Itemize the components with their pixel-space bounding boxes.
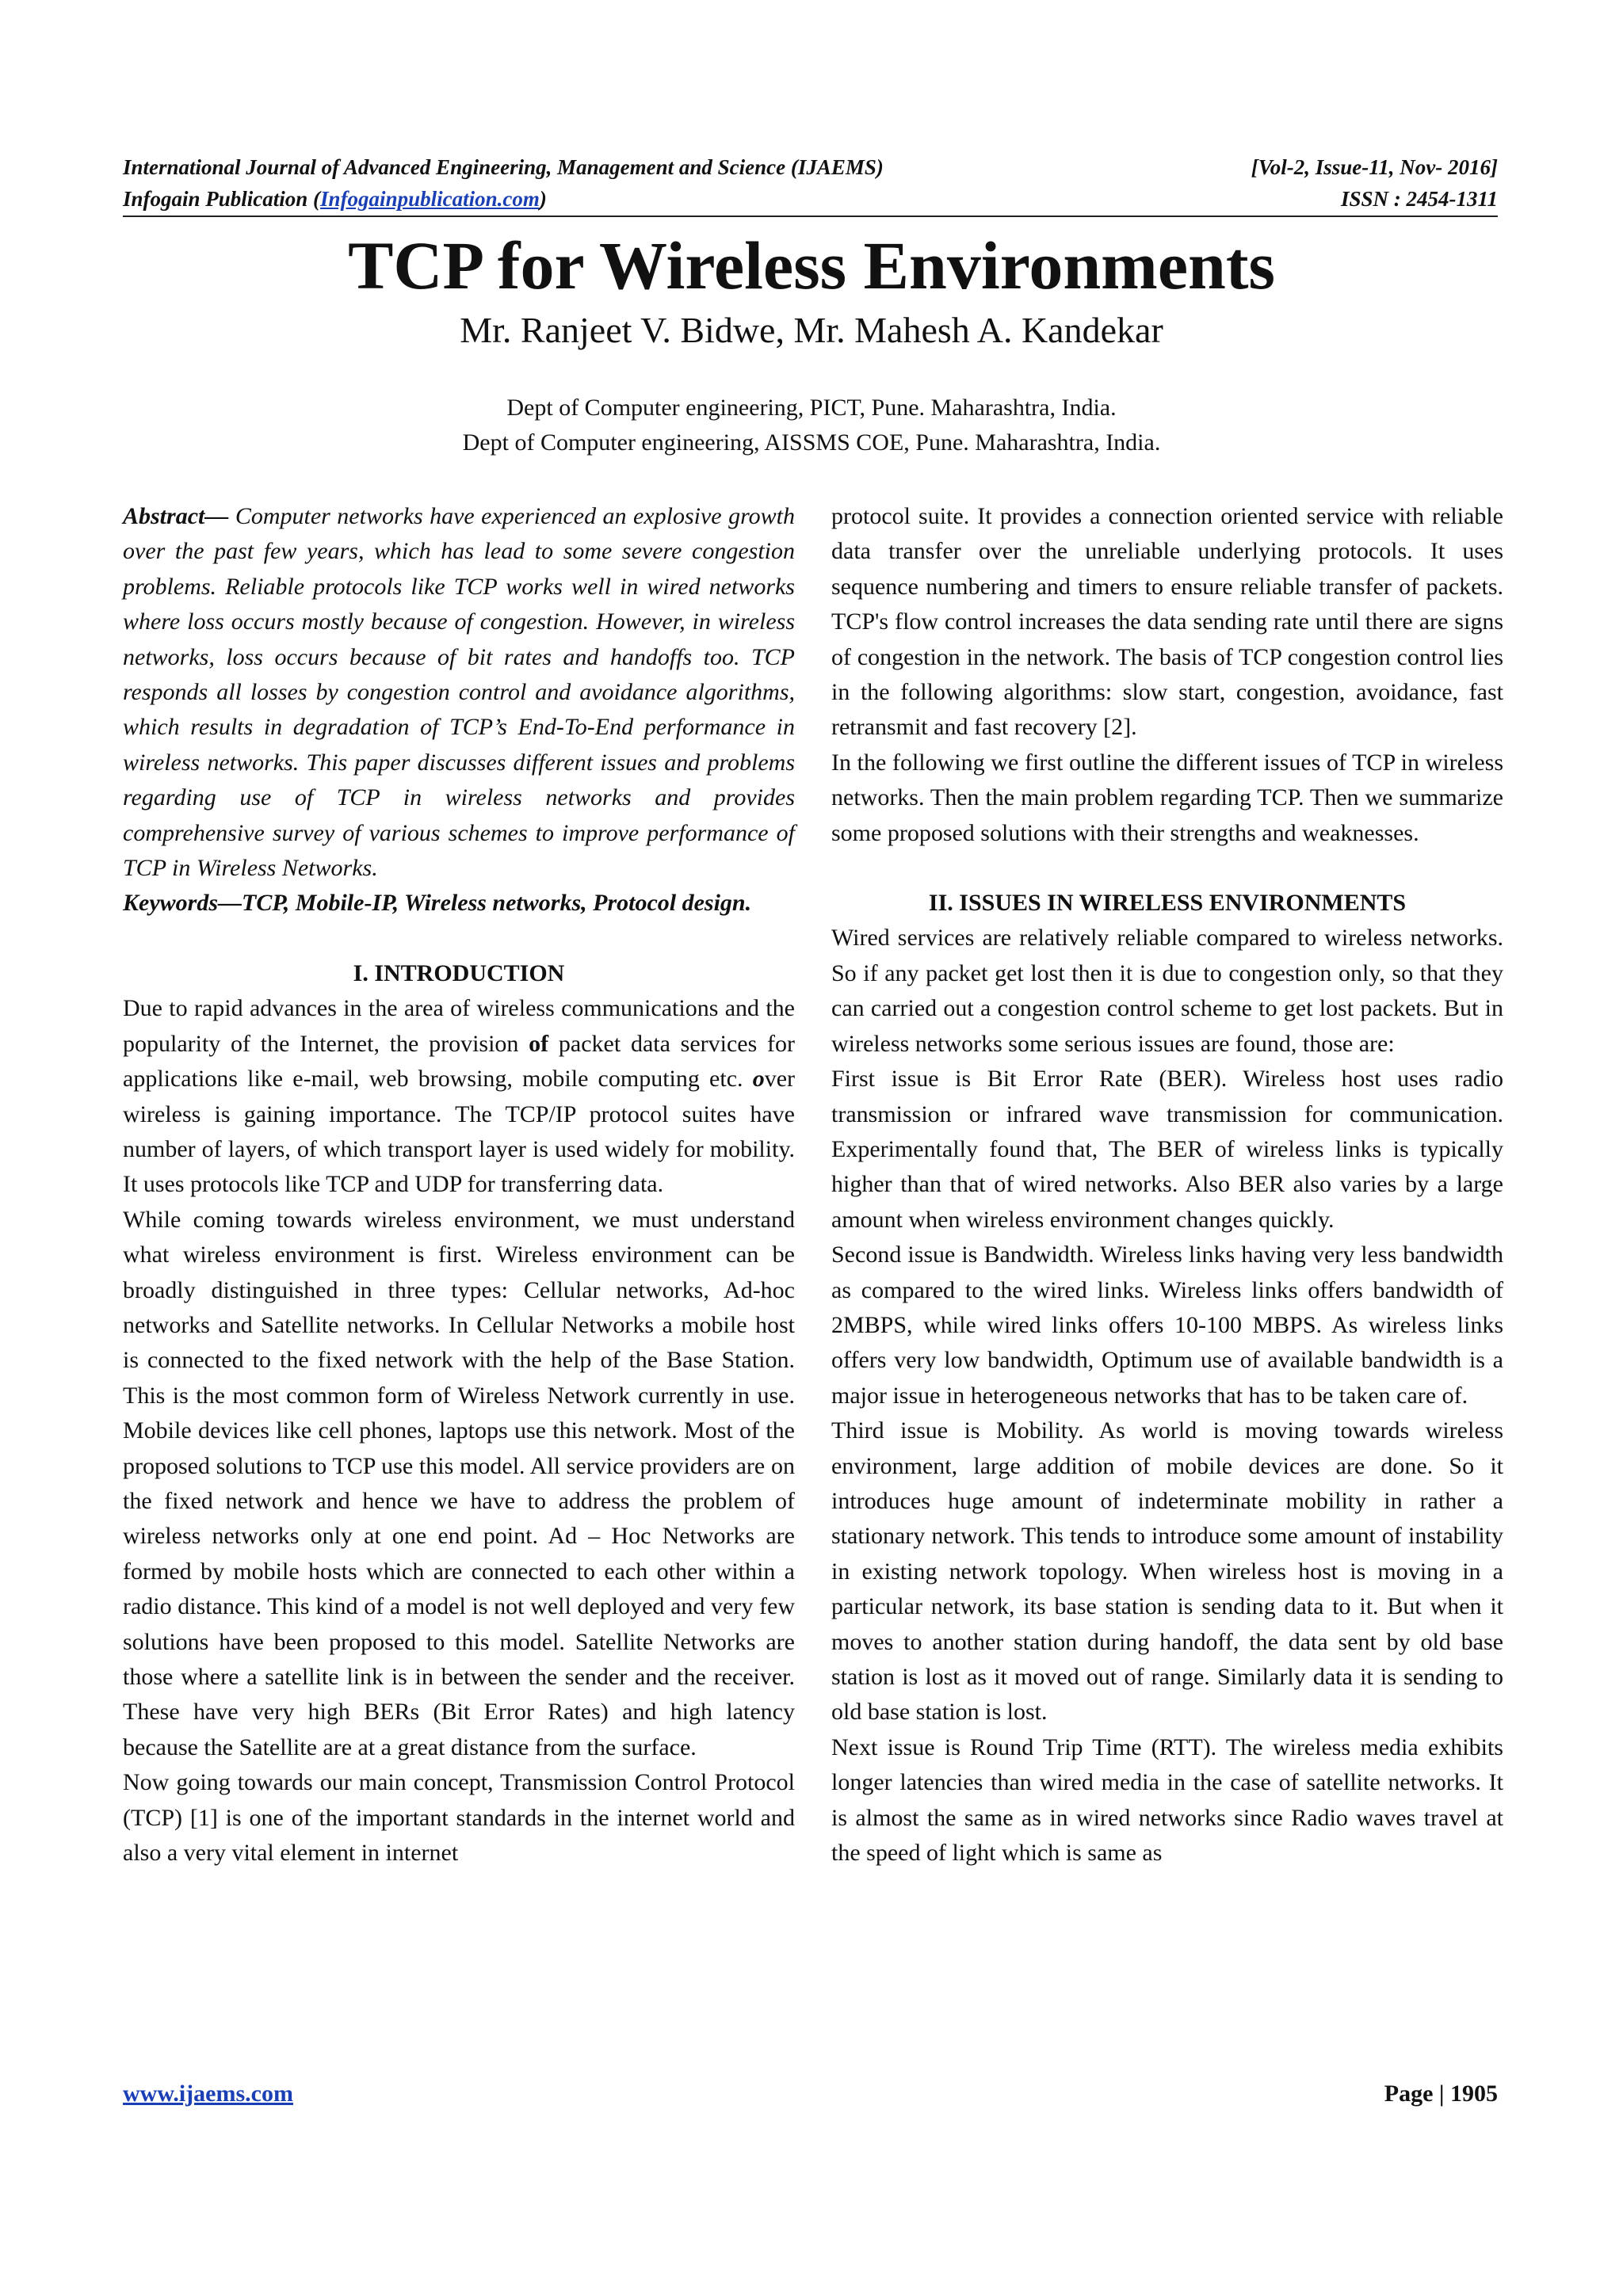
intro-paragraph-3: Now going towards our main concept, Transmission Control Protocol (TCP) [1] is one of the important standards in the internet world and also a very vital element in internet [123,1769,795,1867]
section-heading-introduction: I. INTRODUCTION [353,959,565,986]
left-column [123,499,795,1871]
intro-p1-text-c: packet data services for applications like e-mail, web browsing, mobile computing etc. [123,1030,795,1093]
running-header-line1 [123,155,1498,180]
volume-info: [Vol-2, Issue-11, Nov- 2016] [1251,155,1498,179]
intro-p1-text-e: ver wireless is gaining importance. The TCP/IP protocol suites have number of layers, of which transport layer is used widely for mobility. It uses protocols like TCP and UDP for transferring data. [123,1066,795,1198]
publisher-prefix: Infogain Publication ( [123,187,321,211]
issues-paragraph-1: Wired services are relatively reliable compared to wireless networks. So if any packet get lost then it is due to congestion only, so that they can carried out a congestion control scheme to get lost packets. But in wireless networks some serious issues are found, those are: [831,925,1503,1057]
issues-paragraph-2: First issue is Bit Error Rate (BER). Wireless host uses radio transmission or infrared wave transmission for communication. Experimentally found that, The BER of wireless links is typically higher than that of wired networks. Also BER also varies by a large amount when wireless environment changes quickly. [831,1066,1503,1233]
section-heading-issues: II. ISSUES IN WIRELESS ENVIRONMENTS [928,890,1407,917]
issues-paragraph-4: Third issue is Mobility. As world is moving towards wireless environment, large addition of mobile devices are done. So it introduces huge amount of indeterminate mobility in rather a stationary network. This tends to introduce some amount of instability in existing network topology. When wireless host is moving in a particular network, its base station is sending data to it. But when it moves to another station during handoff, the data sent by old base station is lost as it moved out of range. Similarly data it is sending to old base station is lost. [831,1417,1503,1726]
intro-p1-text-a: Due to rapid advances in the area of wireless communications and the popularity of the Internet, the provision [123,995,795,1057]
intro-paragraph-1 [123,991,795,1202]
abstract-text: Computer networks have experienced an explosive growth over the past few years, which has lead to some severe congestion problems. Reliable protocols like TCP works well in wired networks where loss occurs mostly because of congestion. However, in wireless networks, loss occurs because of bit rates and handoffs too. TCP responds all losses by congestion control and avoidance algorithms, which results in degradation of TCP’s End-To-End performance in wireless networks. This paper discusses different issues and problems regarding use of TCP in wireless networks and provides comprehensive survey of various schemes to improve performance of TCP in Wireless Networks. [123,503,795,882]
intro-p1-bold-of: of [529,1030,549,1057]
journal-name: International Journal of Advanced Engineering, Management and Science (IJAEMS) [123,155,884,179]
abstract [123,499,795,886]
affiliation-2: Dept of Computer engineering, AISSMS COE, Pune. Maharashtra, India. [462,429,1161,456]
page-number: Page | 1905 [1384,2081,1498,2107]
intro-paragraph-2: While coming towards wireless environment, we must understand what wireless environment is first. Wireless environment can be broadly distinguished in three types: Cellular networks, Ad-hoc networks and Satellite networks. In Cellular Networks a mobile host is connected to the fixed network with the help of the Base Station. This is the most common form of Wireless Network currently in use. Mobile devices like cell phones, laptops use this network. Most of the proposed solutions to TCP use this model. All service providers are on the fixed network and hence we have to address the problem of wireless networks only at one end point. Ad – Hoc Networks are formed by mobile hosts which are connected to each other within a radio distance. This kind of a model is not well deployed and very few solutions have been proposed to this model. Satellite Networks are those where a satellite link is in between the sender and the receiver. These have very high BERs (Bit Error Rates) and high latency because the Satellite are at a great distance from the surface. [123,1206,795,1760]
footer-website-link[interactable]: www.ijaems.com [123,2081,293,2107]
right-paragraph-2: In the following we first outline the different issues of TCP in wireless networks. Then the main problem regarding TCP. Then we summarize some proposed solutions with their strengths and weaknesses. [831,749,1503,846]
issues-paragraph-3: Second issue is Bandwidth. Wireless links having very less bandwidth as compared to the wired links. Wireless links offers bandwidth of 2MBPS, while wired links offers 10-100 MBPS. As wireless links offers very low bandwidth, Optimum use of available bandwidth is a major issue in heterogeneous networks that has to be taken care of. [831,1241,1503,1409]
publisher-link[interactable]: Infogainpublication.com [320,187,540,211]
authors: Mr. Ranjeet V. Bidwe, Mr. Mahesh A. Kandekar [460,310,1163,350]
intro-p1-bold-o: o [752,1066,765,1093]
affiliation-1: Dept of Computer engineering, PICT, Pune. Maharashtra, India. [506,395,1117,421]
right-column [831,499,1503,1871]
header-rule [123,215,1498,217]
issn: ISSN : 2454-1311 [1340,187,1498,211]
right-paragraph-1: protocol suite. It provides a connection oriented service with reliable data transfer over the unreliable underlying protocols. It uses sequence numbering and timers to ensure reliable transfer of packets. TCP's flow control increases the data sending rate until there are signs of congestion in the network. The basis of TCP congestion control lies in the following algorithms: slow start, congestion, avoidance, fast retransmit and fast recovery [2]. [831,503,1503,741]
running-header-line2 [123,187,1498,212]
abstract-label: Abstract— [123,503,229,529]
paper-title: TCP for Wireless Environments [348,227,1275,303]
issues-paragraph-5: Next issue is Round Trip Time (RTT). The wireless media exhibits longer latencies than wired media in the case of satellite networks. It is almost the same as in wired networks since Radio waves travel at the speed of light which is same as [831,1733,1503,1867]
publisher-suffix: ) [539,187,547,211]
keywords: Keywords—TCP, Mobile-IP, Wireless networks, Protocol design. [123,890,752,917]
